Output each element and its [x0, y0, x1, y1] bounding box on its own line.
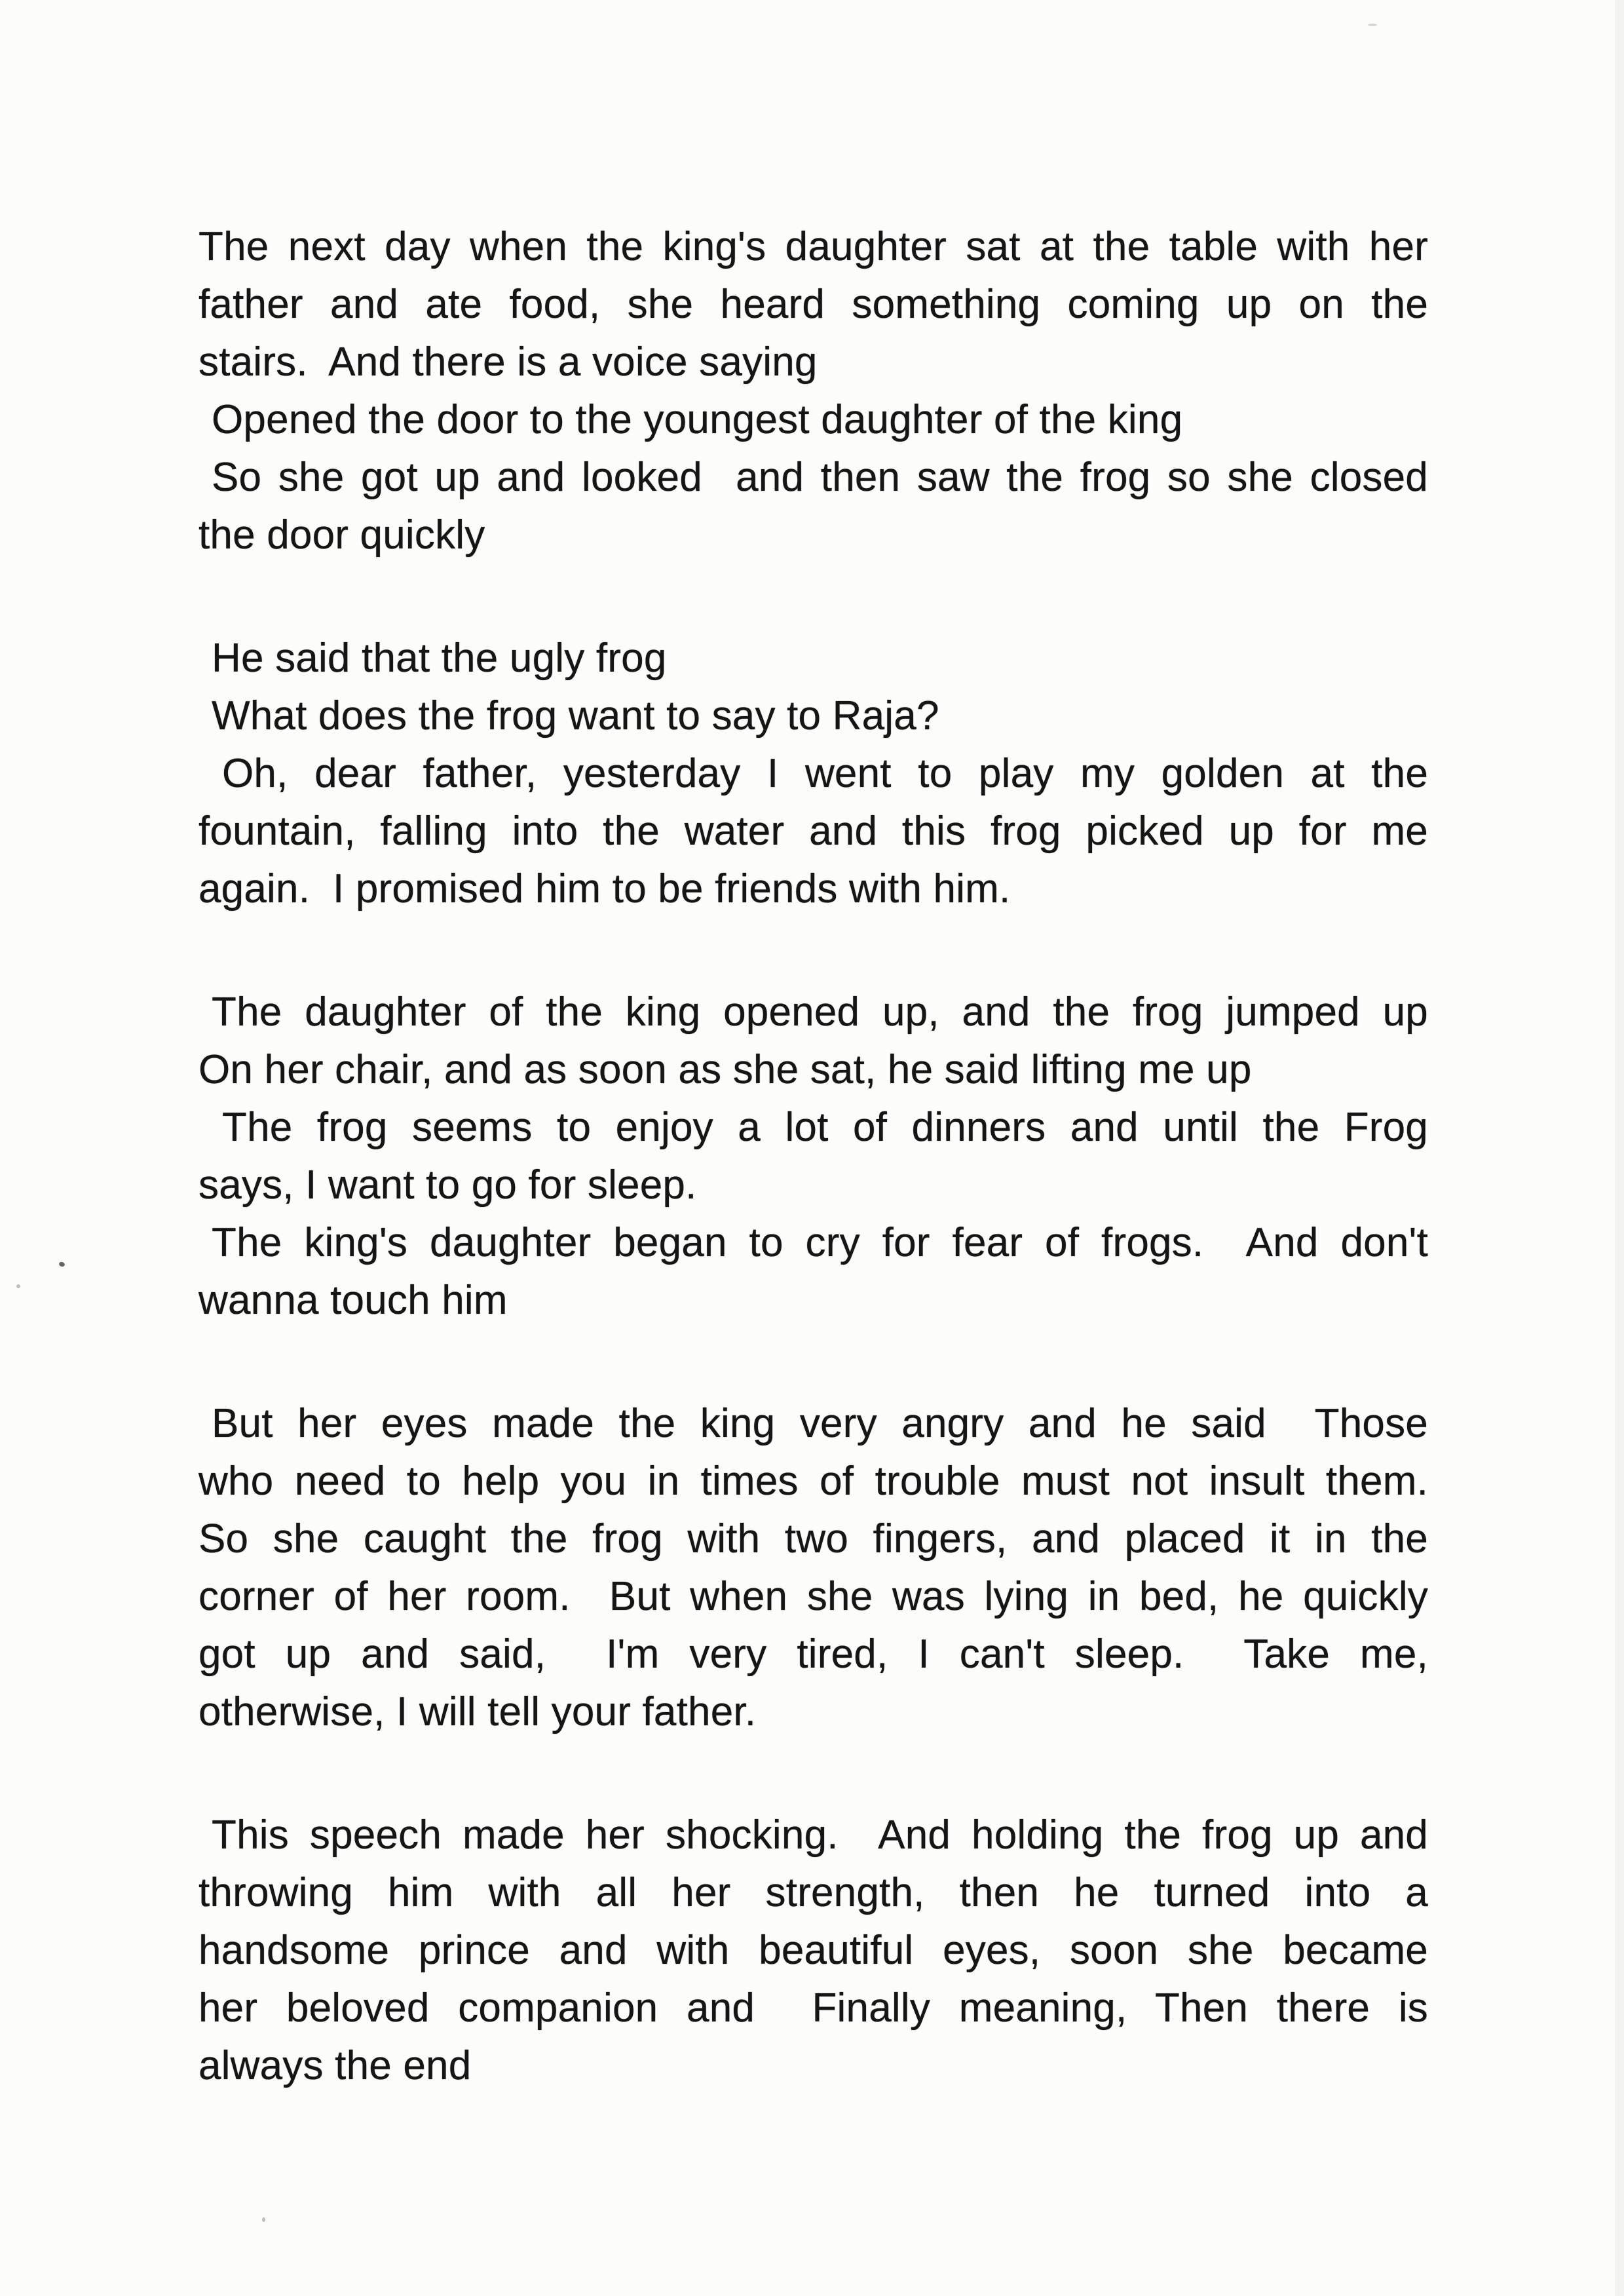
- text-line: The frog seems to enjoy a lot of dinners and until the Frog: [222, 1105, 1428, 1150]
- text-line: always the end: [198, 2043, 472, 2088]
- text-line: her beloved companion and Finally meaning, Then there is: [198, 1985, 1428, 2031]
- text-line: The king's daughter began to cry for fear of frogs. And don't: [212, 1220, 1428, 1265]
- story-text-block: [198, 218, 1428, 2095]
- text-line: stairs. And there is a voice saying: [198, 339, 818, 385]
- text-line: corner of her room. But when she was lying in bed, he quickly: [198, 1574, 1428, 1619]
- paragraph: [198, 984, 1428, 1330]
- text-line: wanna touch him: [198, 1278, 508, 1323]
- scan-speck: [58, 1261, 66, 1268]
- paragraph: [198, 218, 1428, 564]
- text-line: father and ate food, she heard something coming up on the: [198, 282, 1428, 327]
- text-line: who need to help you in times of trouble must not insult them.: [198, 1459, 1428, 1504]
- text-line: This speech made her shocking. And holding the frog up and: [212, 1812, 1428, 1858]
- text-line: fountain, falling into the water and this frog picked up for me: [198, 809, 1428, 854]
- text-line: The daughter of the king opened up, and the frog jumped up: [212, 989, 1428, 1035]
- text-line: Oh, dear father, yesterday I went to play my golden at the: [222, 751, 1428, 796]
- paragraph: [198, 1395, 1428, 1741]
- text-line: What does the frog want to say to Raja?: [212, 693, 939, 738]
- scan-speck: [262, 2217, 265, 2222]
- text-line: So she got up and looked and then saw the frog so she closed: [212, 455, 1428, 500]
- text-line: So she caught the frog with two fingers, and placed it in the: [198, 1516, 1428, 1561]
- paragraph: [198, 630, 1428, 918]
- text-line: says, I want to go for sleep.: [198, 1162, 697, 1208]
- scan-speck: [1368, 24, 1377, 26]
- text-line: Opened the door to the youngest daughter of the king: [212, 397, 1183, 442]
- text-line: got up and said, I'm very tired, I can't sleep. Take me,: [198, 1632, 1428, 1677]
- text-line: the door quickly: [198, 512, 485, 558]
- text-line: He said that the ugly frog: [212, 636, 667, 681]
- text-line: handsome prince and with beautiful eyes, soon she became: [198, 1928, 1428, 1973]
- text-line: The next day when the king's daughter sat at the table with her: [198, 224, 1428, 269]
- text-line: again. I promised him to be friends with him.: [198, 866, 1011, 911]
- text-line: But her eyes made the king very angry and he said Those: [212, 1401, 1428, 1446]
- paragraph: [198, 1807, 1428, 2095]
- text-line: throwing him with all her strength, then he turned into a: [198, 1870, 1428, 1915]
- text-line: otherwise, I will tell your father.: [198, 1689, 757, 1734]
- scan-speck: [16, 1284, 20, 1288]
- text-line: On her chair, and as soon as she sat, he said lifting me up: [198, 1047, 1252, 1092]
